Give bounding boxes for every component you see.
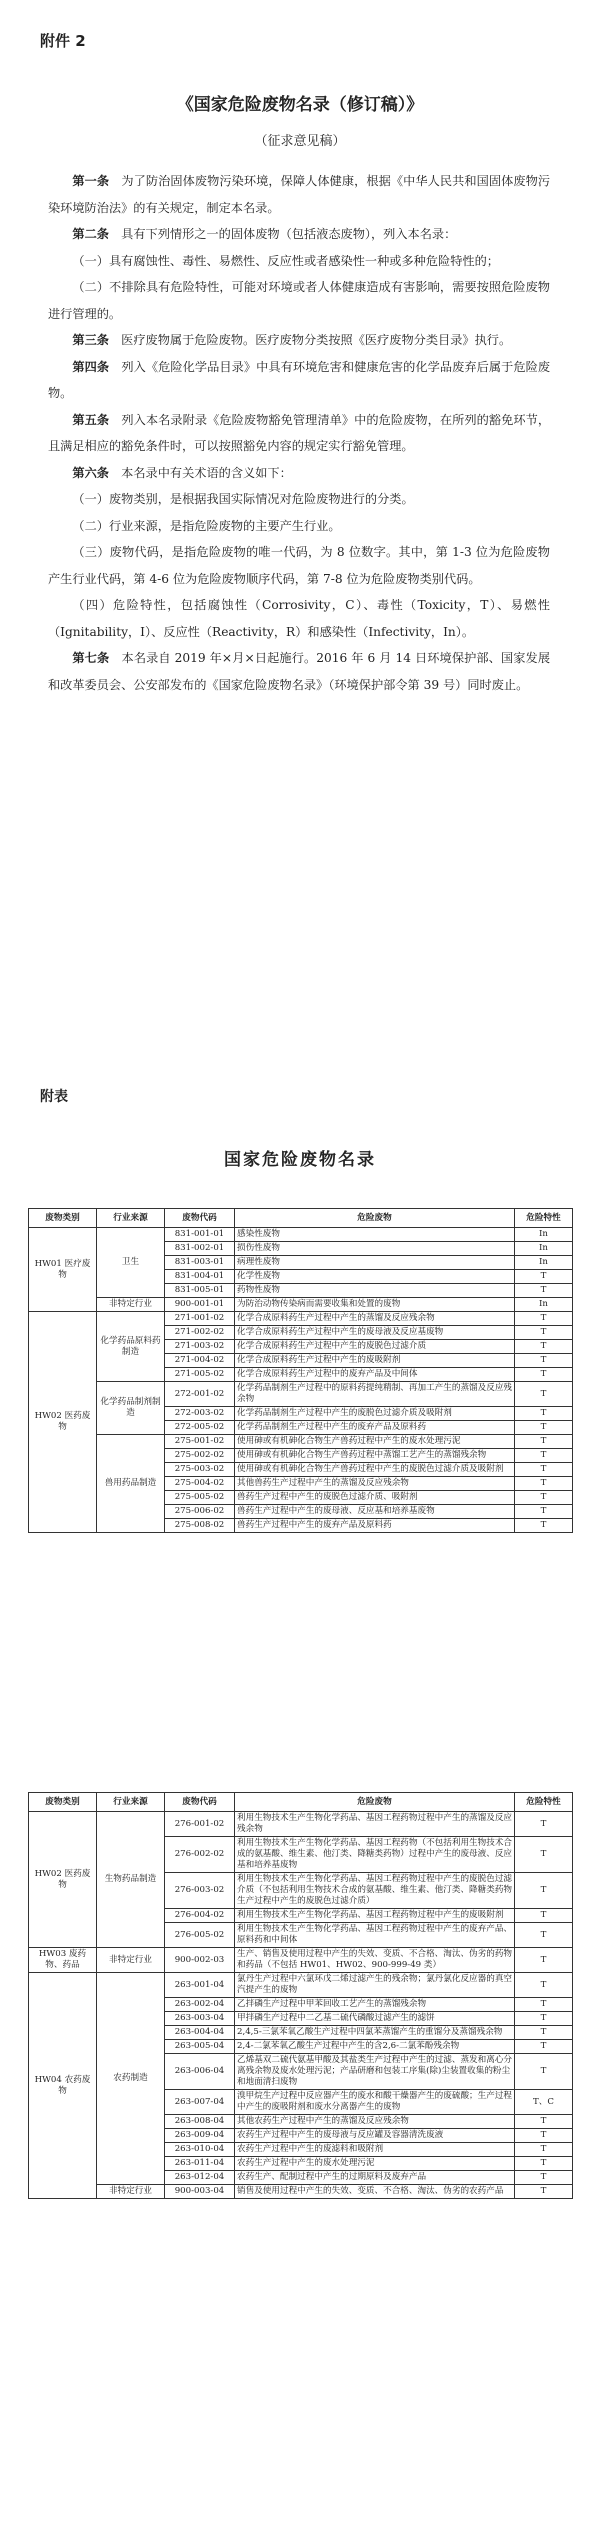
hazard-property-cell: T [515, 2115, 573, 2129]
paragraph [48, 221, 550, 248]
waste-code-cell: 271-002-02 [165, 1326, 235, 1340]
waste-code-cell: 831-005-01 [165, 1284, 235, 1298]
article-heading: 第一条 [72, 174, 110, 188]
article-heading: 第二条 [72, 227, 109, 241]
waste-description-cell: 病理性废物 [235, 1256, 515, 1270]
paragraph-text: （一）具有腐蚀性、毒性、易燃性、反应性或者感染性一种或多种危险特性的； [72, 253, 499, 268]
hazard-property-cell: In [515, 1256, 573, 1270]
paragraph-text: 具有下列情形之一的固体废物（包括液态废物），列入本名录： [121, 227, 457, 241]
waste-description-cell: 兽药生产过程中产生的废弃产品及原料药 [235, 1519, 515, 1533]
waste-description-cell: 利用生物技术生产生物化学药品、基因工程药物过程中产生的废弃产品、原料药和中间体 [235, 1923, 515, 1948]
paragraph-text: 列入本名录附录《危险废物豁免管理清单》中的危险废物，在所列的豁免环节，且满足相应的豁免条件时，可以按照豁免内容的规定实行豁免管理。 [48, 412, 551, 453]
paragraph-text: 为了防治固体废物污染环境，保障人体健康，根据《中华人民共和国固体废物污染环境防治法》的有关规定，制定本名录。 [48, 174, 551, 215]
hazard-property-cell: T [515, 2185, 573, 2199]
paragraph [48, 407, 550, 460]
hazard-property-cell: In [515, 1242, 573, 1256]
industry-source-cell: 兽用药品制造 [97, 1435, 165, 1533]
waste-code-cell: 271-005-02 [165, 1368, 235, 1382]
waste-description-cell: 溴甲烷生产过程中反应器产生的废水和酸干燥器产生的废硫酸；生产过程中产生的废吸附剂和废水分离器产生的废物 [235, 2090, 515, 2115]
waste-code-cell: 831-001-01 [165, 1228, 235, 1242]
document-title: 《国家危险废物名录（修订稿）》 [176, 95, 424, 115]
waste-description-cell: 农药生产、配制过程中产生的过期原料及废弃产品 [235, 2171, 515, 2185]
column-header: 废物类别 [29, 1209, 97, 1228]
article-heading: 第七条 [72, 651, 110, 665]
waste-code-cell: 276-002-02 [165, 1837, 235, 1873]
table-row [29, 1228, 573, 1242]
hazard-property-cell: T [515, 1354, 573, 1368]
industry-source-cell: 化学药品原料药制造 [97, 1312, 165, 1382]
waste-code-cell: 275-002-02 [165, 1449, 235, 1463]
hazard-property-cell: T [515, 1998, 573, 2012]
waste-description-cell: 损伤性废物 [235, 1242, 515, 1256]
waste-code-cell: 900-003-04 [165, 2185, 235, 2199]
document-subtitle: （征求意见稿） [254, 134, 346, 149]
hazard-property-cell: T [515, 2040, 573, 2054]
article-heading: 第三条 [72, 333, 109, 347]
column-header: 行业来源 [97, 1793, 165, 1812]
waste-code-cell: 900-001-01 [165, 1298, 235, 1312]
waste-code-cell: 831-004-01 [165, 1270, 235, 1284]
industry-source-cell: 农药制造 [97, 1973, 165, 2185]
hazard-property-cell: T [515, 1312, 573, 1326]
waste-code-cell: 275-001-02 [165, 1435, 235, 1449]
column-header: 废物代码 [165, 1209, 235, 1228]
hazard-property-cell: T [515, 1519, 573, 1533]
waste-code-cell: 900-002-03 [165, 1948, 235, 1973]
waste-description-cell: 农药生产过程中产生的废滤料和吸附剂 [235, 2143, 515, 2157]
hazard-property-cell: T [515, 2143, 573, 2157]
waste-description-cell: 化学药品制剂生产过程中的原料药提纯精制、再加工产生的蒸馏及反应残余物 [235, 1382, 515, 1407]
hazard-property-cell: T [515, 1812, 573, 1837]
waste-code-cell: 263-006-04 [165, 2054, 235, 2090]
paragraph [48, 592, 550, 645]
hazard-property-cell: T [515, 1382, 573, 1407]
hazard-property-cell: T [515, 1270, 573, 1284]
table-row [29, 1382, 573, 1407]
article-heading: 第五条 [72, 412, 110, 427]
list-title: 国家危险废物名录 [224, 1150, 376, 1170]
industry-source-cell: 化学药品制剂制造 [97, 1382, 165, 1435]
waste-code-cell: 263-007-04 [165, 2090, 235, 2115]
hazard-property-cell: T [515, 1421, 573, 1435]
hazard-property-cell: T [515, 2054, 573, 2090]
waste-code-cell: 275-008-02 [165, 1519, 235, 1533]
table-row [29, 1812, 573, 1837]
industry-source-cell: 卫生 [97, 1228, 165, 1298]
waste-code-cell: 275-003-02 [165, 1463, 235, 1477]
waste-code-cell: 272-005-02 [165, 1421, 235, 1435]
waste-description-cell: 利用生物技术生产生物化学药品、基因工程药物过程中产生的废脱色过滤介质（不包括利用生物技术合成的氨基酸、维生素、他汀类、降糖类药物生产过程中产生的废脱色过滤介质） [235, 1873, 515, 1909]
waste-code-cell: 276-005-02 [165, 1923, 235, 1948]
waste-catalog-table-2 [28, 1792, 573, 2199]
hazard-property-cell: T [515, 1284, 573, 1298]
waste-code-cell: 276-004-02 [165, 1909, 235, 1923]
paragraph [48, 327, 550, 354]
document-body [48, 168, 550, 698]
waste-code-cell: 263-008-04 [165, 2115, 235, 2129]
waste-description-cell: 化学合成原料药生产过程中产生的蒸馏及反应残余物 [235, 1312, 515, 1326]
industry-source-cell: 非特定行业 [97, 1948, 165, 1973]
waste-description-cell: 氯丹生产过程中六氯环戊二烯过滤产生的残余物；氯丹氯化反应器的真空汽提产生的废物 [235, 1973, 515, 1998]
hazard-property-cell: T [515, 1463, 573, 1477]
waste-code-cell: 263-002-04 [165, 1998, 235, 2012]
waste-description-cell: 2,4-二氯苯氧乙酸生产过程中产生的含2,6-二氯苯酚残余物 [235, 2040, 515, 2054]
waste-description-cell: 生产、销售及使用过程中产生的失效、变质、不合格、淘汰、伪劣的药物和药品（不包括 HW01、HW02、900-999-49 类） [235, 1948, 515, 1973]
waste-category-cell: HW02 医药废物 [29, 1812, 97, 1948]
paragraph-text: （一）废物类别，是根据我国实际情况对危险废物进行的分类。 [72, 492, 414, 506]
column-header: 危险废物 [235, 1793, 515, 1812]
paragraph-text: （二）行业来源，是指危险废物的主要产生行业。 [72, 518, 341, 533]
industry-source-cell: 非特定行业 [97, 2185, 165, 2199]
waste-code-cell: 263-011-04 [165, 2157, 235, 2171]
waste-code-cell: 263-009-04 [165, 2129, 235, 2143]
waste-code-cell: 276-001-02 [165, 1812, 235, 1837]
waste-description-cell: 化学合成原料药生产过程中的废弃产品及中间体 [235, 1368, 515, 1382]
waste-description-cell: 2,4,5-三氯苯氧乙酸生产过程中四氯苯蒸馏产生的重馏分及蒸馏残余物 [235, 2026, 515, 2040]
table-row [29, 1312, 573, 1326]
waste-code-cell: 272-001-02 [165, 1382, 235, 1407]
waste-code-cell: 272-003-02 [165, 1407, 235, 1421]
waste-description-cell: 乙拌磷生产过程中甲苯回收工艺产生的蒸馏残余物 [235, 1998, 515, 2012]
hazard-property-cell: T [515, 2157, 573, 2171]
waste-description-cell: 使用砷或有机砷化合物生产兽药过程中蒸馏工艺产生的蒸馏残余物 [235, 1449, 515, 1463]
paragraph [48, 168, 550, 221]
industry-source-cell: 非特定行业 [97, 1298, 165, 1312]
column-header: 危险特性 [515, 1793, 573, 1812]
hazard-property-cell: T [515, 1449, 573, 1463]
waste-description-cell: 化学合成原料药生产过程中产生的废脱色过滤介质 [235, 1340, 515, 1354]
table-row [29, 1948, 573, 1973]
hazard-property-cell: T [515, 1477, 573, 1491]
waste-code-cell: 263-005-04 [165, 2040, 235, 2054]
waste-code-cell: 263-003-04 [165, 2012, 235, 2026]
waste-catalog-table-1 [28, 1208, 573, 1533]
waste-description-cell: 农药生产过程中产生的废水处理污泥 [235, 2157, 515, 2171]
hazard-property-cell: In [515, 1298, 573, 1312]
waste-description-cell: 利用生物技术生产生物化学药品、基因工程药物过程中产生的废吸附剂 [235, 1909, 515, 1923]
paragraph [48, 354, 550, 407]
hazard-property-cell: T [515, 1407, 573, 1421]
column-header: 废物代码 [165, 1793, 235, 1812]
table-row [29, 1973, 573, 1998]
waste-code-cell: 263-012-04 [165, 2171, 235, 2185]
hazard-property-cell: T [515, 2026, 573, 2040]
table-row [29, 1298, 573, 1312]
attachment-label: 附件 2 [40, 32, 86, 50]
waste-description-cell: 兽药生产过程中产生的废母液、反应基和培养基废物 [235, 1505, 515, 1519]
waste-description-cell: 利用生物技术生产生物化学药品、基因工程药物过程中产生的蒸馏及反应残余物 [235, 1812, 515, 1837]
waste-code-cell: 275-004-02 [165, 1477, 235, 1491]
paragraph [48, 486, 550, 513]
paragraph-text: 列入《危险化学品目录》中具有环境危害和健康危害的化学品废弃后属于危险废物。 [48, 359, 551, 400]
waste-category-cell: HW02 医药废物 [29, 1312, 97, 1533]
hazard-property-cell: T [515, 1326, 573, 1340]
waste-code-cell: 276-003-02 [165, 1873, 235, 1909]
waste-description-cell: 销售及使用过程中产生的失效、变质、不合格、淘汰、伪劣的农药产品 [235, 2185, 515, 2199]
paragraph-text: 医疗废物属于危险废物。医疗废物分类按照《医疗废物分类目录》执行。 [121, 333, 512, 347]
waste-description-cell: 化学合成原料药生产过程中产生的废吸附剂 [235, 1354, 515, 1368]
waste-code-cell: 271-001-02 [165, 1312, 235, 1326]
hazard-property-cell: T [515, 1491, 573, 1505]
hazard-property-cell: T [515, 1368, 573, 1382]
table-row [29, 2185, 573, 2199]
waste-category-cell: HW04 农药废物 [29, 1973, 97, 2199]
waste-description-cell: 药物性废物 [235, 1284, 515, 1298]
appendix-label: 附表 [40, 1089, 68, 1105]
waste-code-cell: 271-003-02 [165, 1340, 235, 1354]
hazard-property-cell: T [515, 1435, 573, 1449]
waste-description-cell: 化学药品制剂生产过程中产生的废脱色过滤介质及吸附剂 [235, 1407, 515, 1421]
paragraph [48, 645, 550, 698]
waste-code-cell: 263-001-04 [165, 1973, 235, 1998]
hazard-property-cell: T [515, 1973, 573, 1998]
paragraph-text: （三）废物代码，是指危险废物的唯一代码，为 8 位数字。其中，第 1-3 位为危险废物产生行业代码，第 4-6 位为危险废物顺序代码，第 7-8 位为危险废物类别代码。 [48, 545, 550, 586]
column-header: 危险废物 [235, 1209, 515, 1228]
hazard-property-cell: T、C [515, 2090, 573, 2115]
waste-description-cell: 甲拌磷生产过程中二乙基二硫代磷酸过滤产生的滤饼 [235, 2012, 515, 2026]
hazard-property-cell: T [515, 1837, 573, 1873]
waste-description-cell: 其他兽药生产过程中产生的蒸馏及反应残余物 [235, 1477, 515, 1491]
waste-category-cell: HW03 废药物、药品 [29, 1948, 97, 1973]
waste-description-cell: 化学性废物 [235, 1270, 515, 1284]
paragraph-text: 本名录中有关术语的含义如下： [121, 465, 292, 480]
waste-code-cell: 275-005-02 [165, 1491, 235, 1505]
waste-description-cell: 感染性废物 [235, 1228, 515, 1242]
waste-description-cell: 为防治动物传染病而需要收集和处置的废物 [235, 1298, 515, 1312]
hazard-property-cell: In [515, 1228, 573, 1242]
hazard-property-cell: T [515, 2012, 573, 2026]
waste-description-cell: 其他农药生产过程中产生的蒸馏及反应残余物 [235, 2115, 515, 2129]
hazard-property-cell: T [515, 2129, 573, 2143]
waste-description-cell: 使用砷或有机砷化合物生产兽药过程中产生的废脱色过滤介质及吸附剂 [235, 1463, 515, 1477]
industry-source-cell: 生物药品制造 [97, 1812, 165, 1948]
column-header: 危险特性 [515, 1209, 573, 1228]
paragraph-text: 本名录自 2019 年×月×日起施行。2016 年 6 月 14 日环境保护部、国家发展和改革委员会、公安部发布的《国家危险废物名录》（环境保护部令第 39 号）同时废止。 [48, 651, 551, 692]
paragraph-text: （四）危险特性，包括腐蚀性（Corrosivity，C）、毒性（Toxicity，T）、易燃性（Ignitability，I）、反应性（Reactivity，R）和感染性（Infectivity，In）。 [48, 598, 550, 639]
article-heading: 第六条 [72, 465, 109, 480]
waste-code-cell: 271-004-02 [165, 1354, 235, 1368]
waste-description-cell: 化学合成原料药生产过程中产生的废母液及反应基废物 [235, 1326, 515, 1340]
hazard-property-cell: T [515, 1505, 573, 1519]
paragraph [48, 460, 550, 487]
column-header: 废物类别 [29, 1793, 97, 1812]
paragraph [48, 274, 550, 327]
hazard-property-cell: T [515, 1873, 573, 1909]
paragraph [48, 513, 550, 540]
hazard-property-cell: T [515, 1340, 573, 1354]
waste-description-cell: 农药生产过程中产生的废母液与反应罐及容器清洗废液 [235, 2129, 515, 2143]
hazard-property-cell: T [515, 1948, 573, 1973]
waste-description-cell: 使用砷或有机砷化合物生产兽药过程中产生的废水处理污泥 [235, 1435, 515, 1449]
waste-code-cell: 263-004-04 [165, 2026, 235, 2040]
waste-description-cell: 乙烯基双二硫代氨基甲酸及其盐类生产过程中产生的过滤、蒸发和离心分离残余物及废水处理污泥；产品研磨和包装工序集(除)尘装置收集的粉尘和地面清扫废物 [235, 2054, 515, 2090]
waste-description-cell: 兽药生产过程中产生的废脱色过滤介质、吸附剂 [235, 1491, 515, 1505]
waste-description-cell: 化学药品制剂生产过程中产生的废弃产品及原料药 [235, 1421, 515, 1435]
paragraph [48, 539, 550, 592]
article-heading: 第四条 [72, 359, 110, 374]
waste-code-cell: 275-006-02 [165, 1505, 235, 1519]
table-row [29, 1435, 573, 1449]
hazard-property-cell: T [515, 2171, 573, 2185]
column-header: 行业来源 [97, 1209, 165, 1228]
waste-description-cell: 利用生物技术生产生物化学药品、基因工程药物（不包括利用生物技术合成的氨基酸、维生素、他汀类、降糖类药物）过程中产生的废母液、反应基和培养基废物 [235, 1837, 515, 1873]
paragraph-text: （二）不排除具有危险特性，可能对环境或者人体健康造成有害影响，需要按照危险废物进行管理的。 [48, 280, 550, 321]
hazard-property-cell: T [515, 1909, 573, 1923]
paragraph [48, 248, 550, 275]
waste-code-cell: 263-010-04 [165, 2143, 235, 2157]
waste-code-cell: 831-002-01 [165, 1242, 235, 1256]
waste-code-cell: 831-003-01 [165, 1256, 235, 1270]
hazard-property-cell: T [515, 1923, 573, 1948]
waste-category-cell: HW01 医疗废物 [29, 1228, 97, 1312]
